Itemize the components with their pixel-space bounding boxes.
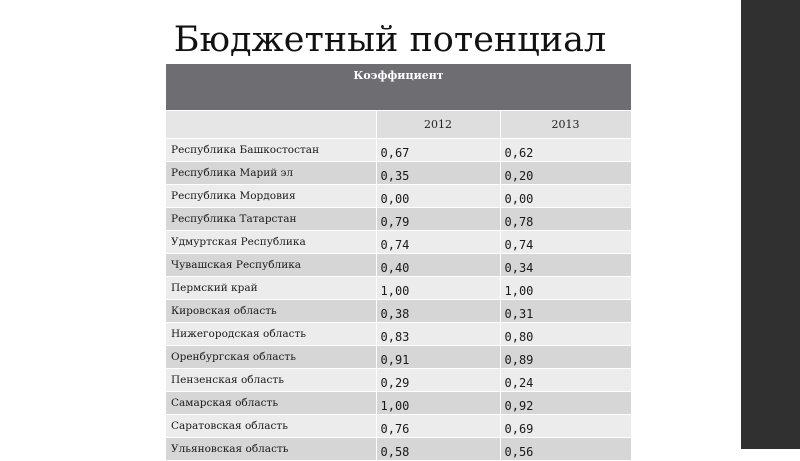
value-2012: 0,83 (376, 323, 500, 346)
value-2012: 0,91 (376, 346, 500, 369)
value-2013: 0,89 (500, 346, 631, 369)
year-header-blank (166, 111, 376, 139)
table-row (166, 254, 631, 277)
table-row (166, 139, 631, 162)
table-row (166, 323, 631, 346)
value-2012: 0,40 (376, 254, 500, 277)
region-name: Саратовская область (166, 415, 376, 438)
budget-table (166, 64, 632, 461)
region-name: Республика Башкостостан (166, 139, 376, 162)
table-body (166, 111, 631, 461)
table-row (166, 300, 631, 323)
value-2012: 0,38 (376, 300, 500, 323)
value-2013: 0,34 (500, 254, 631, 277)
table-row (166, 346, 631, 369)
value-2013: 0,31 (500, 300, 631, 323)
value-2012: 0,76 (376, 415, 500, 438)
value-2013: 0,24 (500, 369, 631, 392)
region-name: Нижегородская область (166, 323, 376, 346)
table-row (166, 415, 631, 438)
region-name: Самарская область (166, 392, 376, 415)
year-header-2013: 2013 (500, 111, 631, 139)
value-2013: 0,20 (500, 162, 631, 185)
table-row (166, 392, 631, 415)
value-2013: 0,80 (500, 323, 631, 346)
value-2013: 1,00 (500, 277, 631, 300)
value-2012: 0,74 (376, 231, 500, 254)
value-2013: 0,62 (500, 139, 631, 162)
value-2012: 0,67 (376, 139, 500, 162)
region-name: Пензенская область (166, 369, 376, 392)
value-2012: 1,00 (376, 277, 500, 300)
table-row (166, 277, 631, 300)
value-2013: 0,78 (500, 208, 631, 231)
value-2012: 0,79 (376, 208, 500, 231)
region-name: Республика Мордовия (166, 185, 376, 208)
value-2013: 0,56 (500, 438, 631, 461)
region-name: Удмуртская Республика (166, 231, 376, 254)
region-name: Ульяновская область (166, 438, 376, 461)
region-name: Республика Марий эл (166, 162, 376, 185)
value-2013: 0,00 (500, 185, 631, 208)
value-2012: 1,00 (376, 392, 500, 415)
value-2012: 0,35 (376, 162, 500, 185)
table-row (166, 438, 631, 461)
value-2013: 0,74 (500, 231, 631, 254)
slide-title: Бюджетный потенциал (173, 20, 607, 60)
region-name: Оренбургская область (166, 346, 376, 369)
region-name: Чувашская Республика (166, 254, 376, 277)
table-row (166, 208, 631, 231)
year-header-2012: 2012 (376, 111, 500, 139)
region-name: Кировская область (166, 300, 376, 323)
region-name: Республика Татарстан (166, 208, 376, 231)
coefficient-header: Коэффициент (166, 64, 631, 111)
value-2012: 0,29 (376, 369, 500, 392)
side-strip (741, 0, 800, 449)
value-2013: 0,92 (500, 392, 631, 415)
value-2012: 0,00 (376, 185, 500, 208)
region-name: Пермский край (166, 277, 376, 300)
table-row (166, 162, 631, 185)
year-header-row (166, 111, 631, 139)
value-2013: 0,69 (500, 415, 631, 438)
table-row (166, 185, 631, 208)
table-row (166, 369, 631, 392)
value-2012: 0,58 (376, 438, 500, 461)
table-row (166, 231, 631, 254)
